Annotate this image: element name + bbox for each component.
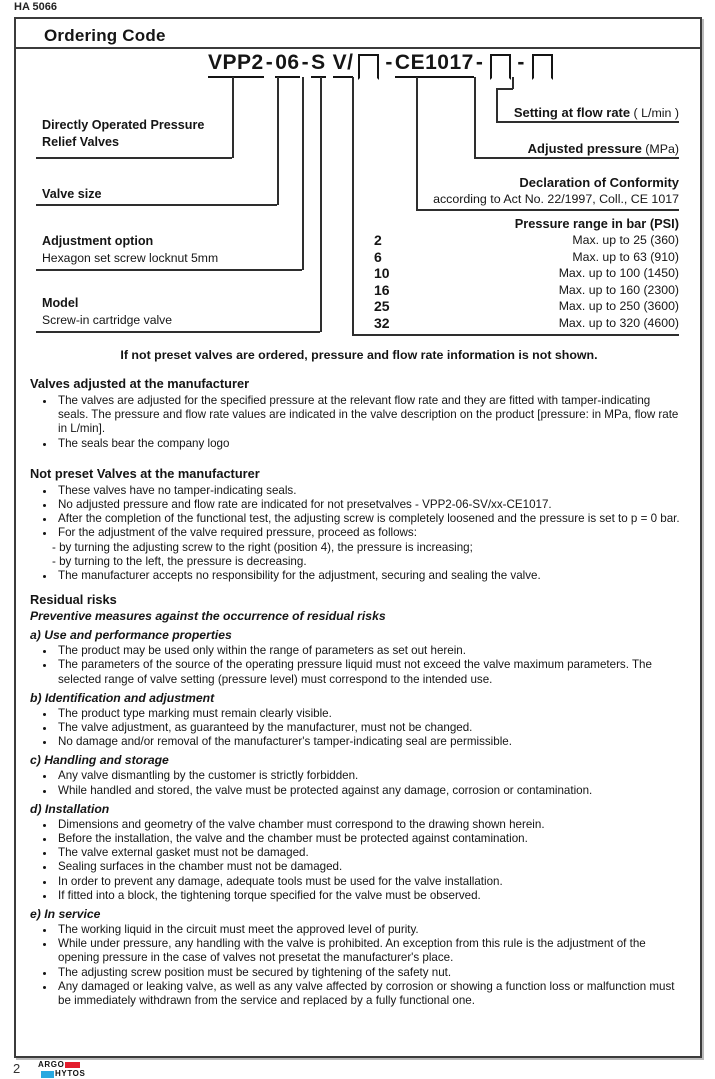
argo-hytos-logo — [38, 1061, 85, 1078]
label-series — [42, 117, 204, 150]
range-desc: Max. up to 25 (360) — [572, 233, 679, 247]
title-divider — [16, 47, 702, 49]
pressure-range-row — [374, 232, 679, 249]
code-seg-series: VPP2 — [208, 52, 264, 78]
section-residual-heading: Residual risks — [30, 592, 117, 608]
label-adjustment-title: Adjustment option — [42, 234, 154, 248]
pressure-range-row — [374, 282, 679, 299]
connector-conformity-line — [416, 77, 418, 210]
connector-flow-rate-line-b — [496, 88, 498, 122]
document-code: HA 5066 — [14, 1, 58, 13]
rule-adjusted-pressure — [474, 157, 679, 159]
code-placeholder-flow-rate — [532, 54, 553, 80]
pressure-range-table — [374, 232, 679, 332]
logo-text-hytos: HYTOS — [55, 1069, 86, 1078]
pressure-range-row — [374, 298, 679, 315]
connector-model-line — [320, 77, 322, 332]
code-placeholder-adjusted-pressure — [490, 54, 511, 80]
label-model — [42, 295, 172, 328]
label-conformity — [433, 175, 679, 207]
logo-cyan-mark-icon — [41, 1071, 54, 1078]
section-not-preset-heading: Not preset Valves at the manufacturer — [30, 465, 260, 481]
page-title: Ordering Code — [44, 26, 166, 45]
label-adjusted-pressure-unit: (MPa) — [641, 142, 679, 156]
label-flow-rate-unit: ( L/min ) — [630, 106, 679, 120]
list-item: • Sealing surfaces in the chamber must not be damaged. — [56, 860, 680, 874]
rule-series — [36, 157, 232, 159]
preset-note: If not preset valves are ordered, pressure and flow rate information is not shown. — [120, 348, 598, 362]
list-item: • The product type marking must remain clearly visible. — [56, 707, 680, 721]
list-item: • If fitted into a block, the tightening torque specified for the valve must be observed. — [56, 889, 680, 903]
residual-sub-c-list — [30, 768, 680, 797]
pressure-range-header: Pressure range in bar (PSI) — [514, 216, 679, 231]
list-item: • These valves have no tamper-indicating seals. — [56, 484, 680, 498]
list-item: • The adjusting screw position must be secured by tightening of the safety nut. — [56, 966, 680, 980]
list-item: • No adjusted pressure and flow rate are indicated for not presetvalves - VPP2-06-SV/xx-CE1017. — [56, 498, 680, 512]
code-seg-model: V/ — [333, 52, 354, 78]
list-item: • Any damaged or leaking valve, as well as any valve affected by corrosion or showing a function loss or malfunction must be immediately withdrawn from the service and replaced by a fully functional one. — [56, 980, 680, 1008]
residual-intro: Preventive measures against the occurrence of residual risks — [30, 609, 386, 624]
list-item: • While handled and stored, the valve must be protected against any damage, corrosion or contamination. — [56, 784, 680, 798]
code-dash: - — [265, 51, 274, 74]
code-seg-conformity: CE1017 — [395, 52, 474, 78]
list-subitem: - by turning the adjusting screw to the right (position 4), the pressure is increasing; — [52, 540, 473, 554]
code-dash: - — [517, 51, 525, 74]
list-item: • Any valve dismantling by the customer is strictly forbidden. — [56, 769, 680, 783]
list-item: • The working liquid in the circuit must meet the approved level of purity. — [56, 923, 680, 937]
list-item: • No damage and/or removal of the manufacturer's tamper-indicating seal are permissible. — [56, 735, 680, 749]
range-desc: Max. up to 63 (910) — [572, 249, 679, 264]
list-item: • For the adjustment of the valve required pressure, proceed as follows: — [56, 526, 680, 540]
logo-row-top — [38, 1061, 85, 1069]
code-dash: - — [475, 51, 484, 74]
code-dash: - — [301, 51, 310, 74]
label-series-line2: Relief Valves — [42, 134, 120, 149]
list-subitem: - by turning to the left, the pressure is decreasing. — [52, 554, 307, 568]
section-not-preset-list — [30, 483, 680, 583]
label-flow-rate — [514, 105, 679, 121]
residual-sub-d-list — [30, 817, 680, 903]
list-item: • The manufacturer accepts no responsibility for the adjustment, securing and sealing the valve. — [56, 569, 680, 583]
label-valve-size-text: Valve size — [42, 187, 102, 201]
residual-sub-c-heading: c) Handling and storage — [30, 753, 169, 768]
residual-sub-a-list — [30, 643, 680, 687]
list-item: • The valve external gasket must not be damaged. — [56, 846, 680, 860]
residual-sub-b-list — [30, 706, 680, 750]
range-code: 16 — [374, 281, 390, 298]
range-desc: Max. up to 250 (3600) — [558, 299, 679, 314]
list-item: • After the completion of the functional test, the adjusting screw is completely loosened and the pressure is set to p = 0 bar. — [56, 512, 680, 526]
rule-pressure-range — [352, 334, 679, 336]
list-item: • The product may be used only within the range of parameters as set out herein. — [56, 644, 680, 658]
list-item: • The seals bear the company logo — [56, 437, 680, 451]
connector-pressure-range-line — [352, 77, 354, 335]
code-placeholder-pressure-range — [358, 54, 379, 80]
connector-flow-rate-jog — [496, 88, 513, 90]
pressure-range-row — [374, 265, 679, 282]
residual-sub-b-heading: b) Identification and adjustment — [30, 690, 215, 705]
connector-series-line — [232, 77, 234, 158]
logo-text-argo: ARGO — [38, 1060, 65, 1069]
label-adjustment-detail: Hexagon set screw locknut 5mm — [42, 250, 219, 265]
label-conformity-detail: according to Act No. 22/1997, Coll., CE 1017 — [433, 192, 679, 206]
list-item: • The valve adjustment, as guaranteed by the manufacturer, must not be changed. — [56, 721, 680, 735]
rule-flow-rate — [496, 121, 679, 123]
pressure-range-row — [374, 315, 679, 332]
logo-red-mark-icon — [65, 1062, 80, 1068]
logo-row-bottom — [41, 1070, 85, 1078]
label-model-title: Model — [42, 296, 79, 310]
range-code: 2 — [374, 232, 382, 248]
label-model-detail: Screw-in cartridge valve — [42, 312, 173, 327]
label-flow-rate-text: Setting at flow rate — [513, 105, 631, 120]
residual-sub-e-heading: e) In service — [30, 907, 101, 922]
pressure-range-row — [374, 249, 679, 266]
range-code: 6 — [374, 248, 382, 265]
label-adjusted-pressure-text: Adjusted pressure — [527, 141, 642, 156]
label-valve-size — [42, 186, 102, 203]
range-desc: Max. up to 100 (1450) — [558, 266, 679, 281]
body-sections — [30, 376, 680, 1008]
list-item: • The parameters of the source of the operating pressure liquid must not exceed the valve maximum parameters. The selected range of valve setting (pressure level) must correspond to the intended use. — [56, 658, 680, 686]
list-item: • In order to prevent any damage, adequate tools must be used for the valve installation. — [56, 875, 680, 889]
connector-adjustment-line — [302, 77, 304, 270]
list-item: • Dimensions and geometry of the valve chamber must correspond to the drawing shown herein. — [56, 818, 680, 832]
range-code: 10 — [374, 265, 390, 282]
code-seg-size: 06 — [275, 52, 299, 78]
section-adjusted-list — [30, 393, 680, 451]
label-adjustment-option — [42, 233, 218, 266]
list-item: • While under pressure, any handling with the valve is prohibited. An exception from this rule is the adjustment of the opening pressure in the case of valves not presetat the manufacturer's place. — [56, 937, 680, 965]
residual-sub-e-list — [30, 922, 680, 1008]
label-adjusted-pressure — [528, 141, 679, 157]
range-code: 32 — [374, 314, 390, 331]
ordering-code — [208, 52, 557, 78]
rule-conformity — [416, 209, 679, 211]
label-conformity-title: Declaration of Conformity — [519, 175, 679, 190]
rule-adjustment — [36, 269, 302, 271]
rule-size — [36, 204, 277, 206]
residual-sub-d-heading: d) Installation — [30, 801, 110, 816]
range-desc: Max. up to 320 (4600) — [558, 315, 679, 330]
page-number: 2 — [13, 1061, 21, 1076]
range-desc: Max. up to 160 (2300) — [558, 282, 679, 297]
code-dash: - — [385, 51, 393, 74]
connector-adjusted-pressure-line — [474, 77, 476, 158]
list-item: • The valves are adjusted for the specified pressure at the relevant flow rate and they are fitted with tamper-indicating seals. The pressure and flow rate values are indicated in the valve description on the product [pressure: in MPa, flow rate in L/min]. — [56, 394, 680, 437]
label-series-line1: Directly Operated Pressure — [42, 118, 205, 132]
section-adjusted-heading: Valves adjusted at the manufacturer — [30, 376, 250, 391]
code-seg-adjustment: S — [311, 52, 326, 78]
list-item: • Before the installation, the valve and the chamber must be protected against contamination. — [56, 832, 680, 846]
residual-sub-a-heading: a) Use and performance properties — [30, 628, 232, 643]
rule-model — [36, 331, 320, 333]
connector-size-line — [277, 77, 279, 205]
range-code: 25 — [374, 298, 390, 315]
